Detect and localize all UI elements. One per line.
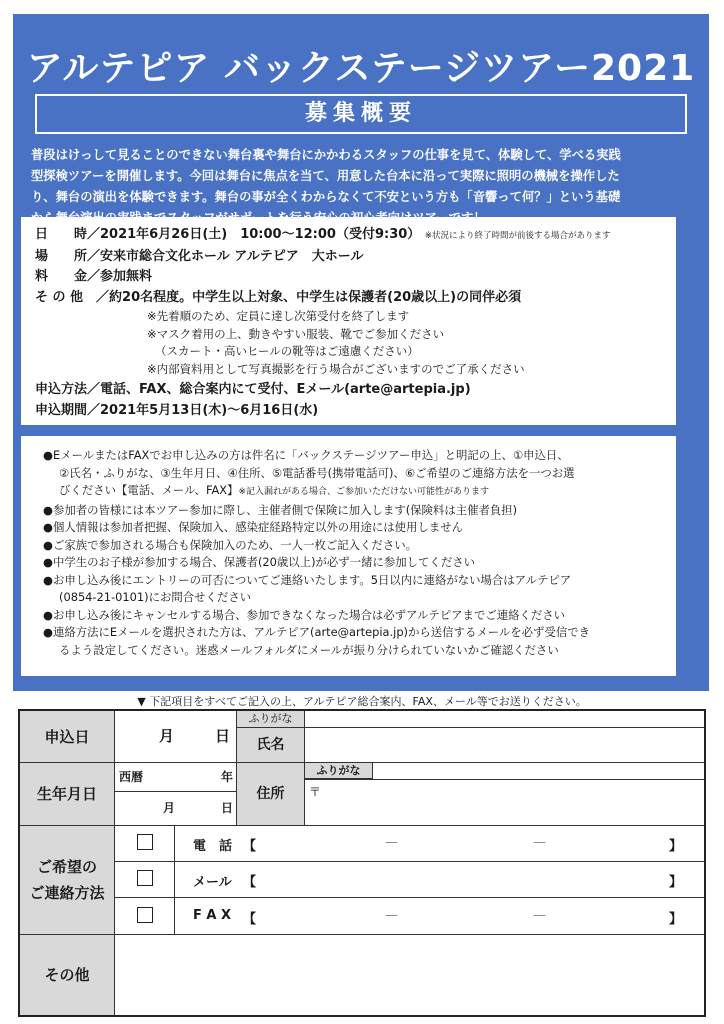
event-fee: 料 金／参加無料	[35, 269, 153, 284]
phone-checkbox[interactable]	[137, 834, 153, 850]
notice-small-note: ※記入漏れがある場合、ご参加いただけない可能性があります	[238, 487, 489, 497]
notice-item: ②氏名・ふりがな、③生年月日、④住所、⑤電話番号(携帯電話可)、⑥ご希望のご連絡方法を一つお選	[59, 465, 575, 480]
detail-note: ※内部資料用として写真撮影を行う場合がございますのでご了承ください	[147, 361, 525, 376]
intro-line: 型探検ツアーを開催します。今回は舞台に焦点を当て、用意した台本に沿って実際に照明の機械を操作した	[31, 169, 620, 183]
phone-checkbox-cell	[115, 826, 175, 862]
furigana-label: ふりがな	[237, 711, 305, 728]
mail-checkbox-cell	[115, 862, 175, 898]
notice-item: ●ご家族で参加される場合も保険加入のため、一人一枚ご記入ください。	[43, 537, 417, 552]
address-furigana-label: ふりがな	[305, 763, 373, 779]
detail-note: ※マスク着用の上、動きやすい服装、靴でご参加ください	[147, 326, 445, 341]
page-title: アルテピア バックステージツアー2021	[26, 48, 696, 89]
name-field[interactable]	[305, 728, 704, 763]
furigana-field[interactable]	[305, 711, 704, 728]
fax-field[interactable]: F A X 【 — — 】	[175, 898, 704, 935]
notice-list	[21, 436, 676, 676]
apply-period: 申込期間／2021年5月13日(木)〜6月16日(水)	[35, 402, 319, 418]
birth-date-field[interactable]: 西暦 年 月 日	[115, 763, 237, 826]
event-details	[21, 217, 676, 425]
detail-note: ※先着順のため、定員に達し次第受付を終了します	[147, 309, 410, 323]
notice-item: (0854-21-0101)にお問合せください	[59, 590, 252, 604]
intro-line: り、舞台の演出を体験できます。舞台の事が全くわからなくて不安という方も「音響って何？」という基礎	[31, 190, 621, 204]
detail-note: （スカート・高いヒールの靴等はご遠慮ください）	[155, 344, 419, 358]
address-label: 住所	[237, 763, 305, 826]
address-field[interactable]	[305, 763, 704, 826]
event-date: 日 時／2021年6月26日(土) 10:00〜12:00（受付9:30） ※状況により終了時間が前後する場合があります	[35, 227, 611, 242]
apply-date-label: 申込日	[20, 711, 115, 763]
fax-checkbox-cell	[115, 898, 175, 935]
notice-item: ●参加者の皆様には本ツアー参加に際し、主催者側で保険に加入します(保険料は主催者負担)	[43, 502, 518, 517]
notice-item: ●EメールまたはFAXでお申し込みの方は件名に「バックステージツアー申込」と明記の上、①申込日、	[43, 448, 569, 462]
date-note: ※状況により終了時間が前後する場合があります	[424, 231, 611, 241]
notice-item: ●個人情報は参加者把握、保険加入、感染症経路特定以外の用途には使用しません	[43, 520, 464, 534]
postal-mark: 〒	[309, 785, 322, 799]
form-instruction: ▼ 下記項目をすべてご記入の上、アルテピア総合案内、FAX、メール等でお送りください。	[137, 695, 587, 708]
notice-item: ●お申し込み後にエントリーの可否についてご連絡いたします。5日以内に連絡がない場合はアルテピア	[43, 572, 572, 587]
contact-method-label: ご希望の ご連絡方法	[20, 826, 115, 935]
notice-item: ●お申し込み後にキャンセルする場合、参加できなくなった場合は必ずアルテピアまでご連絡ください	[43, 607, 566, 622]
fax-checkbox[interactable]	[137, 907, 153, 923]
notice-item: ●中学生のお子様が参加する場合、保護者(20歳以上)が必ず一緒に参加してください	[43, 555, 475, 569]
notice-item: びください【電話、メール、FAX】※記入漏れがある場合、ご参加いただけない可能性があります	[59, 483, 489, 497]
other-label: その他	[20, 935, 115, 1015]
mail-checkbox[interactable]	[137, 870, 153, 886]
application-form	[18, 709, 706, 1017]
birth-date-label: 生年月日	[20, 763, 115, 826]
mail-field[interactable]: メール 【 】	[175, 862, 704, 898]
notice-item: ●連絡方法にEメールを選択された方は、アルテピア(arte@artepia.jp)から送信するメールを必ず受信でき	[43, 625, 591, 639]
other-field[interactable]	[115, 935, 704, 1015]
apply-date-field[interactable]: 月 日	[115, 711, 237, 763]
name-label: 氏名	[237, 728, 305, 763]
apply-method: 申込方法／電話、FAX、総合案内にて受付、Eメール(arte@artepia.jp)	[35, 382, 471, 397]
event-other: そ の 他 ／約20名程度。中学生以上対象、中学生は保護者(20歳以上)の同伴必須	[35, 289, 522, 305]
section-heading: 募集概要	[35, 94, 687, 134]
event-venue: 場 所／安来市総合文化ホール アルテピア 大ホール	[35, 248, 364, 264]
intro-line: 普段はけっして見ることのできない舞台裏や舞台にかかわるスタッフの仕事を見て、体験して、学べる実践	[31, 148, 621, 162]
phone-field[interactable]: 電 話 【 — — 】	[175, 826, 704, 862]
notice-item: るよう設定してください。迷惑メールフォルダにメールが振り分けられていないかご確認ください	[59, 642, 559, 657]
